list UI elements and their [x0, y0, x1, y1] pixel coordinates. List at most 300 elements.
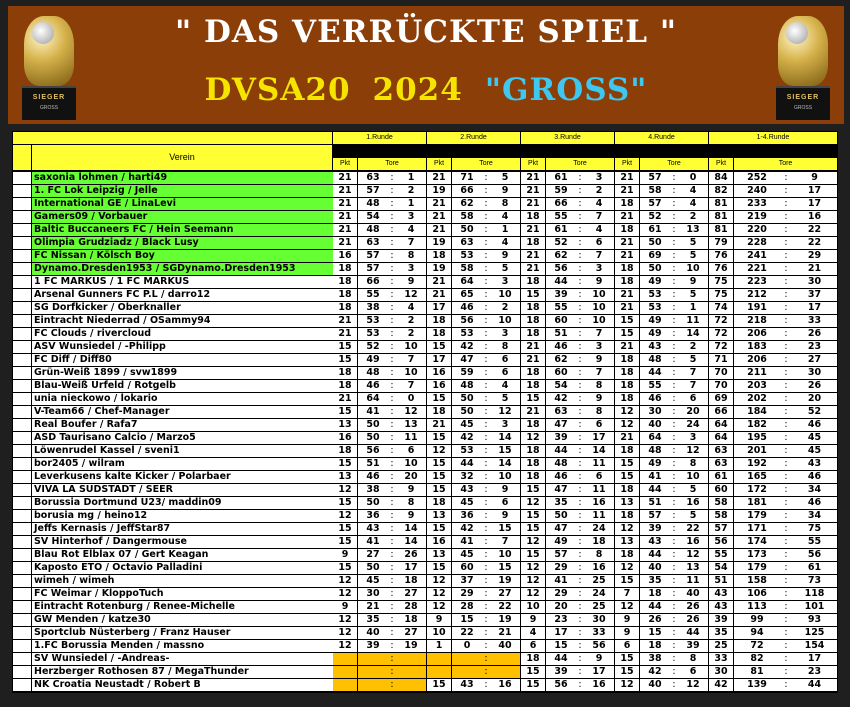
goals-for-cell: 38 — [358, 484, 388, 496]
goals-against-cell: 10 — [396, 458, 426, 470]
separator-cell: : — [780, 315, 792, 327]
rank-cell — [13, 575, 31, 587]
table-row — [12, 302, 838, 314]
pkt-cell: 13 — [333, 419, 357, 431]
goals-against-cell: 8 — [584, 380, 614, 392]
separator-cell: : — [780, 679, 792, 691]
rank-cell — [13, 614, 31, 626]
goals-for-cell: 59 — [452, 367, 482, 379]
table-row — [12, 445, 838, 457]
goals-against-cell: 10 — [396, 341, 426, 353]
goals-for-cell: 191 — [734, 302, 780, 314]
goals-for-cell: 43 — [452, 484, 482, 496]
goals-for-cell: 48 — [640, 354, 670, 366]
separator-cell: : — [670, 614, 678, 626]
team-name: Dynamo.Dresden1953 / SGDynamo.Dresden1953 — [32, 263, 334, 275]
separator-cell: : — [780, 497, 792, 509]
pkt-cell: 12 — [615, 419, 639, 431]
pkt-cell: 15 — [427, 484, 451, 496]
separator-cell: : — [388, 172, 396, 184]
separator-cell: : — [670, 484, 678, 496]
goals-against-cell: 29 — [792, 250, 837, 262]
goals-against-cell: 27 — [490, 588, 520, 600]
pkt-cell: 18 — [521, 380, 545, 392]
goals-against-cell: 16 — [792, 211, 837, 223]
pkt-cell: 72 — [709, 315, 733, 327]
separator-cell: : — [388, 588, 396, 600]
pkt-cell: 21 — [333, 198, 357, 210]
pkt-cell — [427, 653, 451, 665]
separator-cell: : — [670, 237, 678, 249]
team-name: SV Wunsiedel / -Andreas- — [32, 653, 334, 665]
goals-for-cell: 64 — [452, 276, 482, 288]
goals-for-cell: 49 — [640, 458, 670, 470]
goals-against-cell: 12 — [678, 445, 708, 457]
separator-cell: : — [670, 354, 678, 366]
goals-for-cell: 44 — [640, 484, 670, 496]
rank-cell — [13, 185, 31, 197]
goals-for-cell: 57 — [640, 198, 670, 210]
separator-cell: : — [388, 198, 396, 210]
separator-cell: : — [576, 523, 584, 535]
team-name: FC Nissan / Kölsch Boy — [32, 250, 334, 262]
team-name: bor2405 / wilram — [32, 458, 334, 470]
goals-against-cell: 10 — [584, 315, 614, 327]
header-row-rounds — [12, 132, 838, 144]
goals-for-cell: 47 — [452, 354, 482, 366]
pkt-cell: 25 — [709, 640, 733, 652]
pkt-cell: 18 — [615, 354, 639, 366]
separator-cell: : — [576, 185, 584, 197]
pkt-cell: 13 — [333, 471, 357, 483]
goals-against-cell: 3 — [490, 419, 520, 431]
goals-for-cell: 228 — [734, 237, 780, 249]
goals-for-cell: 233 — [734, 198, 780, 210]
pkt-cell: 18 — [521, 315, 545, 327]
goals-for-cell: 35 — [546, 497, 576, 509]
pkt-cell: 18 — [521, 419, 545, 431]
pkt-cell: 9 — [427, 614, 451, 626]
separator-cell: : — [388, 627, 396, 639]
separator-cell: : — [388, 445, 396, 457]
separator-cell: : — [576, 276, 584, 288]
goals-against-cell: 16 — [584, 562, 614, 574]
goals-against-cell: 6 — [678, 666, 708, 678]
pkt-cell: 81 — [709, 224, 733, 236]
separator-cell: : — [780, 380, 792, 392]
rank-cell — [13, 315, 31, 327]
goals-for-cell: 57 — [358, 250, 388, 262]
goals-against-cell: 10 — [490, 549, 520, 561]
pkt-cell: 15 — [333, 523, 357, 535]
pkt-cell: 15 — [521, 549, 545, 561]
table-row — [12, 276, 838, 288]
goals-for-cell: 58 — [640, 185, 670, 197]
table-row — [12, 380, 838, 392]
pkt-cell: 61 — [709, 471, 733, 483]
separator-cell: : — [388, 211, 396, 223]
team-name: Olimpia Grudziadz / Black Lusy — [32, 237, 334, 249]
goals-against-cell: 14 — [396, 536, 426, 548]
rank-cell — [13, 406, 31, 418]
pkt-cell: 18 — [615, 224, 639, 236]
pkt-cell: 12 — [521, 432, 545, 444]
goals-for-cell: 49 — [640, 315, 670, 327]
separator-cell: : — [482, 432, 490, 444]
goals-for-cell: 71 — [452, 172, 482, 184]
goals-for-cell: 53 — [452, 328, 482, 340]
goals-for-cell: 203 — [734, 380, 780, 392]
goals-for-cell: 27 — [358, 549, 388, 561]
rank-cell — [13, 393, 31, 405]
separator-cell: : — [670, 211, 678, 223]
separator-cell: : — [780, 432, 792, 444]
team-name: Grün-Weiß 1899 / svw1899 — [32, 367, 334, 379]
pkt-cell: 13 — [615, 497, 639, 509]
goals-for-cell: 64 — [358, 393, 388, 405]
goals-for-cell: 50 — [358, 497, 388, 509]
goals-for-cell: 48 — [640, 445, 670, 457]
pkt-cell: 12 — [333, 484, 357, 496]
goals-against-cell: 5 — [490, 393, 520, 405]
goals-against-cell: 24 — [678, 419, 708, 431]
goals-for-cell: 60 — [546, 367, 576, 379]
goals-against-cell: 6 — [584, 419, 614, 431]
goals-for-cell: 36 — [452, 510, 482, 522]
rank-cell — [13, 653, 31, 665]
goals-for-cell: 56 — [546, 679, 576, 691]
pkt-cell: 18 — [427, 328, 451, 340]
header-banner — [8, 6, 844, 124]
separator-cell: : — [670, 393, 678, 405]
goals-for-cell: 57 — [640, 172, 670, 184]
table-row — [12, 536, 838, 548]
team-name: borusia mg / heino12 — [32, 510, 334, 522]
goals-for-cell: 139 — [734, 679, 780, 691]
goals-against-cell: 26 — [396, 549, 426, 561]
separator-cell: : — [482, 237, 490, 249]
goals-against-cell: 24 — [584, 523, 614, 535]
goals-against-cell: 10 — [678, 263, 708, 275]
rank-cell — [13, 276, 31, 288]
separator-cell: : — [482, 497, 490, 509]
goals-against-cell: 125 — [792, 627, 837, 639]
goals-for-cell: 192 — [734, 458, 780, 470]
goals-for-cell: 29 — [546, 588, 576, 600]
separator-cell: : — [670, 315, 678, 327]
goals-against-cell: 46 — [792, 471, 837, 483]
goals-for-cell: 38 — [358, 302, 388, 314]
rank-cell — [13, 523, 31, 535]
goals-against-cell: 7 — [490, 536, 520, 548]
goals-for-cell: 63 — [452, 237, 482, 249]
separator-cell: : — [482, 653, 490, 665]
separator-cell: : — [576, 471, 584, 483]
rank-cell — [13, 562, 31, 574]
col-round3: 3.Runde — [521, 132, 614, 144]
separator-cell: : — [388, 341, 396, 353]
goals-against-cell: 19 — [490, 575, 520, 587]
goals-against-cell: 9 — [584, 393, 614, 405]
separator-cell: : — [576, 315, 584, 327]
goals-for-cell: 42 — [640, 666, 670, 678]
rank-cell — [13, 211, 31, 223]
separator-cell: : — [576, 224, 584, 236]
pkt-cell: 12 — [427, 601, 451, 613]
goals-for-cell: 66 — [452, 185, 482, 197]
table-row — [12, 198, 838, 210]
separator-cell: : — [576, 263, 584, 275]
table-row — [12, 458, 838, 470]
pkt-cell: 21 — [615, 250, 639, 262]
pkt-cell: 18 — [427, 406, 451, 418]
goals-against-cell: 0 — [396, 393, 426, 405]
pkt-cell: 18 — [521, 445, 545, 457]
pkt-cell: 79 — [709, 237, 733, 249]
separator-cell: : — [780, 640, 792, 652]
separator-cell: : — [388, 510, 396, 522]
goals-for-cell: 82 — [734, 653, 780, 665]
pkt-cell: 18 — [615, 393, 639, 405]
separator-cell: : — [670, 536, 678, 548]
separator-cell: : — [482, 575, 490, 587]
goals-against-cell: 7 — [584, 367, 614, 379]
goals-for-cell: 22 — [452, 627, 482, 639]
goals-against-cell: 12 — [678, 679, 708, 691]
separator-cell: : — [482, 380, 490, 392]
separator-cell: : — [670, 419, 678, 431]
goals-against-cell: 4 — [396, 302, 426, 314]
separator-cell: : — [482, 666, 490, 678]
goals-against-cell: 1 — [678, 302, 708, 314]
table-row — [12, 497, 838, 509]
pkt-cell: 9 — [615, 627, 639, 639]
pkt-cell: 15 — [427, 679, 451, 691]
goals-for-cell: 45 — [452, 497, 482, 509]
subtitle-gross: "GROSS" — [484, 72, 648, 108]
pkt-cell: 12 — [333, 627, 357, 639]
goals-against-cell: 0 — [678, 172, 708, 184]
goals-against-cell: 7 — [396, 354, 426, 366]
pkt-cell: 18 — [521, 237, 545, 249]
goals-against-cell: 4 — [490, 237, 520, 249]
goals-for-cell: 49 — [358, 354, 388, 366]
pkt-cell: 18 — [333, 276, 357, 288]
pkt-cell: 13 — [427, 549, 451, 561]
goals-against-cell: 8 — [396, 497, 426, 509]
goals-for-cell: 58 — [452, 211, 482, 223]
separator-cell: : — [670, 263, 678, 275]
page-subtitle — [8, 72, 844, 108]
goals-for-cell: 15 — [546, 640, 576, 652]
separator-cell: : — [780, 276, 792, 288]
pkt-cell: 84 — [709, 172, 733, 184]
table-row — [12, 614, 838, 626]
goals-against-cell: 17 — [792, 653, 837, 665]
goals-against-cell: 18 — [396, 614, 426, 626]
pkt-cell: 19 — [427, 263, 451, 275]
col-pkt: Pkt — [615, 158, 639, 170]
goals-against-cell: 2 — [678, 211, 708, 223]
goals-for-cell: 35 — [358, 614, 388, 626]
pkt-cell: 72 — [709, 328, 733, 340]
trophy-label: SIEGER — [786, 94, 820, 101]
pkt-cell: 12 — [521, 536, 545, 548]
pkt-cell: 18 — [521, 302, 545, 314]
goals-against-cell: 21 — [490, 627, 520, 639]
goals-against-cell: 7 — [678, 367, 708, 379]
pkt-cell: 35 — [709, 627, 733, 639]
team-name: SV Hinterhof / Dangermouse — [32, 536, 334, 548]
separator-cell: : — [482, 445, 490, 457]
goals-for-cell: 221 — [734, 263, 780, 275]
goals-for-cell: 61 — [546, 224, 576, 236]
goals-for-cell: 212 — [734, 289, 780, 301]
goals-for-cell: 158 — [734, 575, 780, 587]
pkt-cell: 18 — [427, 250, 451, 262]
table-row — [12, 211, 838, 223]
goals-against-cell: 3 — [490, 328, 520, 340]
goals-against-cell: 56 — [792, 549, 837, 561]
pkt-cell: 10 — [521, 601, 545, 613]
goals-against-cell: 18 — [396, 575, 426, 587]
standings-table — [12, 131, 838, 693]
separator-cell: : — [482, 458, 490, 470]
goals-against-cell: 2 — [396, 328, 426, 340]
pkt-cell: 70 — [709, 367, 733, 379]
pkt-cell: 12 — [521, 562, 545, 574]
goals-against-cell: 17 — [584, 666, 614, 678]
goals-for-cell: 60 — [452, 562, 482, 574]
separator-cell: : — [388, 536, 396, 548]
goals-for-cell: 113 — [734, 601, 780, 613]
pkt-cell: 15 — [333, 406, 357, 418]
goals-for-cell: 252 — [734, 172, 780, 184]
separator-cell: : — [780, 406, 792, 418]
separator-cell: : — [576, 653, 584, 665]
pkt-cell: 12 — [615, 679, 639, 691]
table-row — [12, 471, 838, 483]
goals-for-cell: 50 — [640, 237, 670, 249]
rank-cell — [13, 484, 31, 496]
goals-for-cell: 55 — [640, 380, 670, 392]
goals-for-cell: 41 — [452, 536, 482, 548]
goals-against-cell: 61 — [792, 562, 837, 574]
goals-against-cell: 6 — [490, 354, 520, 366]
pkt-cell: 12 — [333, 588, 357, 600]
pkt-cell: 21 — [521, 250, 545, 262]
goals-for-cell: 40 — [640, 679, 670, 691]
goals-against-cell: 5 — [678, 354, 708, 366]
goals-for-cell — [452, 653, 482, 665]
pkt-cell: 54 — [709, 562, 733, 574]
separator-cell: : — [388, 575, 396, 587]
goals-for-cell: 50 — [452, 406, 482, 418]
goals-for-cell: 184 — [734, 406, 780, 418]
goals-for-cell: 220 — [734, 224, 780, 236]
goals-against-cell: 1 — [396, 172, 426, 184]
goals-against-cell: 5 — [678, 289, 708, 301]
separator-cell: : — [670, 588, 678, 600]
pkt-cell: 12 — [333, 640, 357, 652]
separator-cell: : — [576, 445, 584, 457]
separator-cell: : — [670, 367, 678, 379]
pkt-cell: 15 — [427, 393, 451, 405]
goals-for-cell: 41 — [358, 536, 388, 548]
goals-for-cell: 94 — [734, 627, 780, 639]
separator-cell: : — [670, 302, 678, 314]
goals-against-cell: 4 — [396, 224, 426, 236]
separator-cell: : — [780, 458, 792, 470]
team-name: Eintracht Niederrad / OSammy94 — [32, 315, 334, 327]
goals-against-cell: 2 — [584, 185, 614, 197]
separator-cell: : — [388, 562, 396, 574]
goals-against-cell: 23 — [792, 341, 837, 353]
team-name: 1 FC MARKUS / 1 FC MARKUS — [32, 276, 334, 288]
goals-for-cell: 47 — [546, 523, 576, 535]
goals-against-cell: 118 — [792, 588, 837, 600]
pkt-cell: 12 — [333, 510, 357, 522]
goals-against-cell: 3 — [584, 263, 614, 275]
goals-for-cell: 42 — [546, 393, 576, 405]
goals-for-cell: 218 — [734, 315, 780, 327]
table-row — [12, 627, 838, 639]
goals-against-cell: 14 — [678, 328, 708, 340]
goals-for-cell: 179 — [734, 562, 780, 574]
goals-against-cell: 12 — [490, 406, 520, 418]
pkt-cell: 21 — [615, 341, 639, 353]
pkt-cell: 15 — [333, 562, 357, 574]
col-round1: 1.Runde — [333, 132, 426, 144]
pkt-cell: 21 — [427, 211, 451, 223]
separator-cell: : — [576, 250, 584, 262]
goals-for-cell: 0 — [452, 640, 482, 652]
pkt-cell: 18 — [427, 497, 451, 509]
pkt-cell: 56 — [709, 536, 733, 548]
rank-cell — [13, 640, 31, 652]
separator-cell: : — [482, 289, 490, 301]
separator-cell: : — [780, 614, 792, 626]
goals-for-cell: 181 — [734, 497, 780, 509]
pkt-cell: 21 — [521, 198, 545, 210]
pkt-cell: 21 — [615, 289, 639, 301]
team-name: Blau-Weiß Urfeld / Rotgelb — [32, 380, 334, 392]
rank-cell — [13, 497, 31, 509]
separator-cell: : — [670, 224, 678, 236]
goals-for-cell: 55 — [546, 211, 576, 223]
goals-against-cell: 18 — [584, 536, 614, 548]
goals-for-cell: 46 — [640, 393, 670, 405]
goals-for-cell: 18 — [640, 588, 670, 600]
pkt-cell: 18 — [427, 315, 451, 327]
table-row — [12, 419, 838, 431]
goals-against-cell: 10 — [584, 289, 614, 301]
goals-against-cell: 8 — [490, 198, 520, 210]
goals-against-cell: 5 — [678, 510, 708, 522]
pkt-cell: 21 — [615, 185, 639, 197]
pkt-cell: 43 — [709, 601, 733, 613]
pkt-cell: 15 — [615, 458, 639, 470]
team-name: Gamers09 / Vorbauer — [32, 211, 334, 223]
goals-against-cell: 11 — [584, 458, 614, 470]
goals-against-cell: 21 — [792, 263, 837, 275]
separator-cell: : — [388, 484, 396, 496]
goals-for-cell: 45 — [452, 549, 482, 561]
goals-against-cell: 20 — [396, 471, 426, 483]
separator-cell: : — [576, 510, 584, 522]
goals-for-cell: 42 — [452, 523, 482, 535]
goals-for-cell: 211 — [734, 367, 780, 379]
